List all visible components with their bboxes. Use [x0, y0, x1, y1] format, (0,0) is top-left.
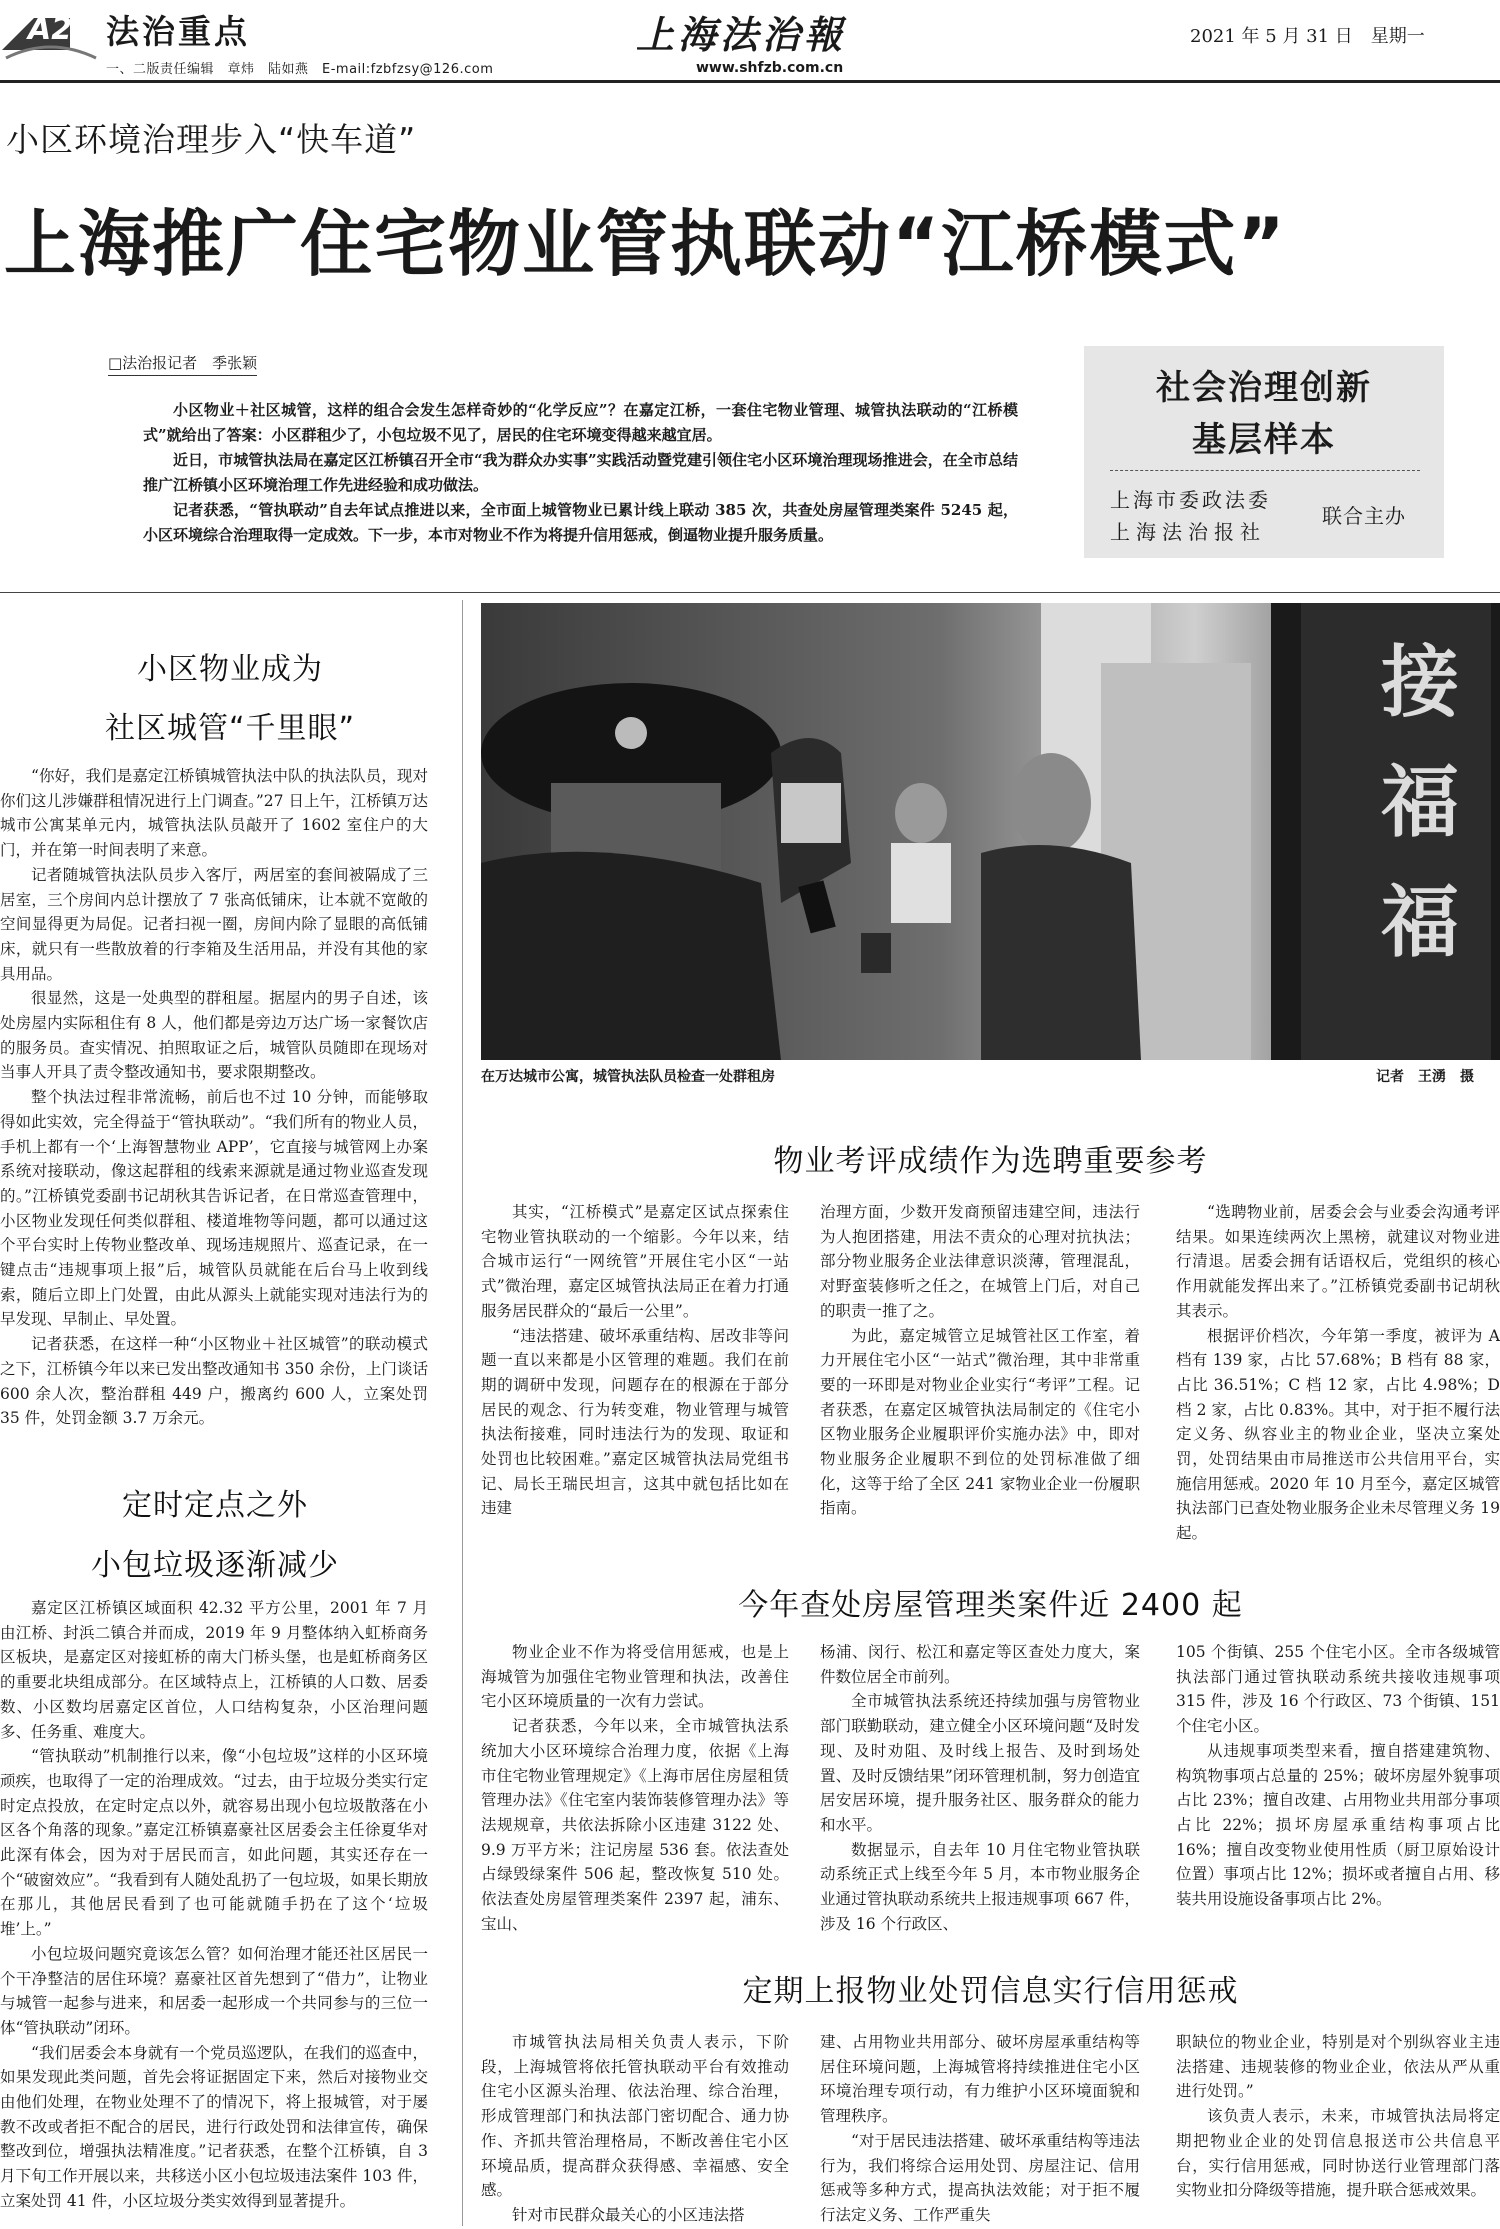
news-photo: [481, 603, 1500, 1060]
section1-paragraph: 记者随城管执法队员步入客厅，两居室的套间被隔成了三居室，三个房间内总计摆放了 7 张高低铺床，让本就不宽敞的空间显得更为局促。记者扫视一圈，房间内除了显眼的高低铺床，就只有一些散放着的行李箱及生活用品，并没有其他的家具用品。: [0, 865, 428, 983]
section5-col1: [481, 2030, 789, 2226]
column-divider: [462, 600, 463, 2226]
section1-heading-line1: 小区物业成为: [137, 652, 323, 687]
section2-paragraph: 嘉定区江桥镇区域面积 42.32 平方公里，2001 年 7 月由江桥、封浜二镇合并而成，2019 年 9 月整体纳入虹桥商务区板块，是嘉定区对接虹桥的南大门桥头堡，也是虹桥商务区的重要北块组成部分。在区域特点上，江桥镇的人口数、居委数、小区数均居嘉定区首位，人口结构复杂，小区治理问题多、任务重、难度大。: [0, 1599, 428, 1741]
lead-paragraphs: [143, 398, 1018, 580]
section5-paragraph: 职缺位的物业企业，特别是对个别纵容业主违法搭建、违规装修的物业企业，依法从严从重进行处罚。”: [1176, 2033, 1500, 2101]
section3-paragraph: “选聘物业前，居委会会与业委会沟通考评结果。如果连续两次上黑榜，就建议对物业进行清退。居委会拥有话语权后，党组织的核心作用就能发挥出来了。”江桥镇党委副书记胡秋其表示。: [1176, 1203, 1500, 1320]
series-org1: 上海市委政法委: [1110, 488, 1271, 512]
section1-body: [0, 764, 428, 1428]
section3-paragraph: 治理方面，少数开发商预留违建空间，违法行为人抱团搭建，用法不责众的心理对抗执法；部分物业服务企业法律意识淡薄，管理混乱，对野蛮装修听之任之，在城管上门后，对自己的职责一推了之。: [820, 1203, 1140, 1320]
section4-paragraph: 全市城管执法系统还持续加强与房管物业部门联勤联动，建立健全小区环境问题“及时发现、及时劝阻、及时线上报告、及时到场处置、及时反馈结果”闭环管理机制，努力创造宜居安居环境，提升服务社区、服务群众的能力和水平。: [820, 1692, 1140, 1834]
series-title-line1: 社会治理创新: [1156, 368, 1372, 408]
series-box: [1084, 346, 1444, 558]
section5-heading: 定期上报物业处罚信息实行信用惩戒: [742, 1974, 1239, 2009]
section3-paragraph: “违法搭建、破坏承重结构、居改非等问题一直以来都是小区管理的难题。我们在前期的调研中发现，问题存在的根源在于部分居民的观念、行为转变难，物业管理与城管执法衔接难，同时违法行为的发现、取证和处罚也比较困难。”嘉定区城管执法局党组书记、局长王瑞民坦言，这其中就包括比如在违建: [481, 1326, 789, 1518]
section5-paragraph: “对于居民违法搭建、破坏承重结构等违法行为，我们将综合运用处罚、房屋注记、信用惩戒等多种方式，提高执法效能；对于拒不履行法定义务、工作严重失: [820, 2131, 1140, 2224]
lead-paragraph: 记者获悉，“管执联动”自去年试点推进以来，全市面上城管物业已累计线上联动 385 次，共查处房屋管理类案件 5245 起，小区环境综合治理取得一定成效。下一步，本市对物业不作为将提升信用惩戒，倒逼物业提升服务质量。: [143, 501, 1018, 544]
section4-paragraph: 杨浦、闵行、松江和嘉定等区查处力度大，案件数位居全市前列。: [820, 1643, 1140, 1686]
editors-line: 一、二版责任编辑 章炜 陆如燕 E-mail:fzbfzsy@126.com: [106, 62, 494, 77]
section-name: 法治重点: [106, 12, 250, 51]
section2-paragraph: “我们居委会本身就有一个党员巡逻队，在我们的巡查中，如果发现此类问题，首先会将证据固定下来，然后对接物业交由他们处理，在物业处理不了的情况下，将上报城管，对于屡教不改或者拒不配合的居民，进行行政处罚和法律宣传，确保整改到位，增强执法精准度。”记者获悉，在整个江桥镇，自 3 月下旬工作开展以来，共移送小区小包垃圾违法案件 103 件，立案处罚 41 件，小区垃圾分类实效得到显著提升。: [0, 2043, 428, 2210]
lead-paragraph: 小区物业＋社区城管，这样的组合会发生怎样奇妙的“化学反应”？在嘉定江桥，一套住宅物业管理、城管执法联动的“江桥模式”就给出了答案：小区群租少了，小包垃圾不见了，居民的住宅环境变得越来越宜居。: [143, 401, 1018, 444]
section2-paragraph: 小包垃圾问题究竟该怎么管？如何治理才能还社区居民一个干净整洁的居住环境？嘉豪社区首先想到了“借力”，让物业与城管一起参与进来，和居委一起形成一个共同参与的三位一体“管执联动”闭环。: [0, 1944, 428, 2037]
lead-paragraph: 近日，市城管执法局在嘉定区江桥镇召开全市“我为群众办实事”实践活动暨党建引领住宅小区环境治理现场推进会，在全市总结推广江桥镇小区环境治理工作先进经验和成功做法。: [143, 451, 1018, 494]
section3-heading: 物业考评成绩作为选聘重要参考: [773, 1144, 1208, 1179]
section5-paragraph: 该负责人表示，未来，市城管执法局将定期把物业企业的处罚信息报送市公共信息平台，实行信用惩戒，同时协送行业管理部门落实物业扣分降级等措施，提升联合惩戒效果。: [1176, 2107, 1500, 2200]
kicker: 小区环境治理步入“快车道”: [6, 120, 417, 159]
section4-paragraph: 从违规事项类型来看，擅自搭建建筑物、构筑物事项占总量的 25%；破坏房屋外貌事项占比 23%；擅自改建、占用物业共用部分事项占比 22%；损坏房屋承重结构事项占比 16%；擅自改变物业使用性质（厨卫原始设计位置）事项占比 12%；损坏或者擅自占用、移装共用设施设备事项占比 2%。: [1176, 1741, 1500, 1909]
section5-col2: [820, 2030, 1140, 2226]
section2-body: [0, 1596, 428, 2226]
section4-heading: 今年查处房屋管理类案件近 2400 起: [738, 1588, 1243, 1623]
website: www.shfzb.com.cn: [696, 60, 844, 76]
section5-col3: [1176, 2030, 1500, 2226]
section3-paragraph: 为此，嘉定城管立足城管社区工作室，着力开展住宅小区“一站式”微治理，其中非常重要的一环即是对物业企业实行“考评”工程。记者获悉，在嘉定区城管执法局制定的《住宅小区物业服务企业履职评价实施办法》中，即对物业服务企业履职不到位的处罚标准做了细化，这等于给了全区 241 家物业企业一份履职指南。: [820, 1326, 1140, 1518]
section5-paragraph: 市城管执法局相关负责人表示，下阶段，上海城管将依托管执联动平台有效推动住宅小区源头治理、依法治理、综合治理，形成管理部门和执法部门密切配合、通力协作、齐抓共管治理格局，不断改善住宅小区环境品质，提高群众获得感、幸福感、安全感。: [481, 2033, 789, 2200]
section1-paragraph: 整个执法过程非常流畅，前后也不过 10 分钟，而能够取得如此实效，完全得益于“管执联动”。“我们所有的物业人员，手机上都有一个‘上海智慧物业 APP’，它直接与城管网上办案系统对接联动，像这起群租的线索来源就是通过物业巡查发现的。”江桥镇党委副书记胡秋其告诉记者，在日常巡查管理中，小区物业发现任何类似群租、楼道堆物等问题，都可以通过这个平台实时上传物业整改单、现场违规照片、巡查记录，在一键点击“违规事项上报”后，城管队员就能在后台马上收到线索，随后立即上门处置，由此从源头上就能实现对违法行为的早发现、早制止、早处置。: [0, 1088, 428, 1329]
photo-illustration: [481, 603, 1500, 1060]
section5-paragraph: 针对市民群众最关心的小区违法搭: [512, 2205, 745, 2224]
section4-paragraph: 105 个街镇、255 个住宅小区。全市各级城管执法部门通过管执联动系统共接收违规事项 315 件，涉及 16 个行政区、73 个街镇、151 个住宅小区。: [1176, 1643, 1500, 1736]
section5-paragraph: 建、占用物业共用部分、破坏房屋承重结构等居住环境问题，上海城管将持续推进住宅小区环境治理专项行动，有力维护小区环境面貌和管理秩序。: [820, 2033, 1140, 2126]
section4-paragraph: 物业企业不作为将受信用惩戒，也是上海城管为加强住宅物业管理和执法，改善住宅小区环境质量的一次有力尝试。: [481, 1643, 789, 1711]
section1-heading-line2: 社区城管“千里眼”: [104, 711, 356, 746]
lead-rule: [0, 592, 1500, 593]
door-sign-text: 接福福: [1381, 637, 1460, 968]
section3-col2: [820, 1200, 1140, 1530]
section1-paragraph: 很显然，这是一处典型的群租屋。据屋内的男子自述，该处房屋内实际租住有 8 人，他们都是旁边万达广场一家餐饮店的服务员。查实情况、拍照取证之后，城管队员随即在现场对当事人开具了责令整改通知书，要求限期整改。: [0, 989, 428, 1082]
series-sponsor: 联合主办: [1322, 504, 1406, 528]
byline: □法治报记者 季张颖: [108, 352, 257, 376]
series-divider: [1110, 470, 1420, 471]
series-title-line2: 基层样本: [1192, 420, 1336, 460]
section3-paragraph: 根据评价档次，今年第一季度，被评为 A 档有 139 家，占比 57.68%；B 档有 88 家，占比 36.51%；C 档 12 家，占比 4.98%；D 档 2 家，占比 0.83%。其中，对于拒不履行法定义务、纵容业主的物业企业，坚决立案处罚，处罚结果由市局推送市公共信用平台，实施信用惩戒。2020 年 10 月至今，嘉定区城管执法部门已查处物业服务企业未尽管理义务 19 起。: [1176, 1326, 1500, 1543]
section1-paragraph: 记者获悉，在这样一种“小区物业＋社区城管”的联动模式之下，江桥镇今年以来已发出整改通知书 350 余份，上门谈话 600 余人次，整治群租 449 户，搬离约 600 人，立案处罚 35 件，处罚金额 3.7 万余元。: [0, 1335, 428, 1428]
photo-credit: 记者 王湧 摄: [1376, 1069, 1474, 1085]
series-org2: 上海法治报社: [1110, 520, 1266, 544]
section4-col3: [1176, 1640, 1500, 1940]
section2-paragraph: “管执联动”机制推行以来，像“小包垃圾”这样的小区环境顽疾，也取得了一定的治理成效。“过去，由于垃圾分类实行定时定点投放，在定时定点以外，就容易出现小包垃圾散落在小区各个角落的现象。”嘉定江桥镇嘉豪社区居委会主任徐夏华对此深有体会，因为对于居民而言，如此问题，其实还存在一个“破窗效应”。“我看到有人随处乱扔了一包垃圾，如果长期放在那儿，其他居民看到了也可能就随手扔在了这个‘垃圾堆’上。”: [0, 1747, 428, 1939]
section3-col3: [1176, 1200, 1500, 1543]
section1-paragraph: “你好，我们是嘉定江桥镇城管执法中队的执法队员，现对你们这儿涉嫌群租情况进行上门调查。”27 日上午，江桥镇万达城市公寓某单元内，城管执法队员敲开了 1602 室住户的大门，并在第一时间表明了来意。: [0, 767, 428, 860]
section2-heading-line1: 定时定点之外: [122, 1488, 308, 1523]
page-code: A2: [28, 12, 73, 47]
page-header: [0, 0, 1500, 77]
masthead: 上海法治報: [636, 12, 847, 57]
issue-date: 2021 年 5 月 31 日 星期一: [1190, 26, 1425, 47]
header-rule: [0, 80, 1500, 83]
section4-paragraph: 记者获悉，今年以来，全市城管执法系统加大小区环境综合治理力度，依据《上海市住宅物业管理规定》《上海市居住房屋租赁管理办法》《住宅室内装饰装修管理办法》等法规规章，共依法拆除小区违建 3122 处、9.9 万平方米；注记房屋 536 套。依法查处占绿毁绿案件 506 起，整改恢复 510 处。依法查处房屋管理类案件 2397 起，浦东、宝山、: [481, 1717, 789, 1933]
section4-col2: [820, 1640, 1140, 1940]
section2-heading-line2: 小包垃圾逐渐减少: [91, 1548, 339, 1583]
section4-col1: [481, 1640, 789, 1940]
section3-col1: [481, 1200, 789, 1530]
section4-paragraph: 数据显示，自去年 10 月住宅物业管执联动系统正式上线至今年 5 月，本市物业服务企业通过管执联动系统共上报违规事项 667 件，涉及 16 个行政区、: [820, 1840, 1140, 1933]
section3-paragraph: 其实，“江桥模式”是嘉定区试点探索住宅物业管执联动的一个缩影。今年以来，结合城市运行“一网统管”开展住宅小区“一站式”微治理，嘉定区城管执法局正在着力打通服务居民群众的“最后一公里”。: [481, 1203, 789, 1320]
headline: 上海推广住宅物业管执联动“江桥模式”: [4, 202, 1287, 286]
photo-caption: 在万达城市公寓，城管执法队员检查一处群租房: [481, 1069, 775, 1085]
